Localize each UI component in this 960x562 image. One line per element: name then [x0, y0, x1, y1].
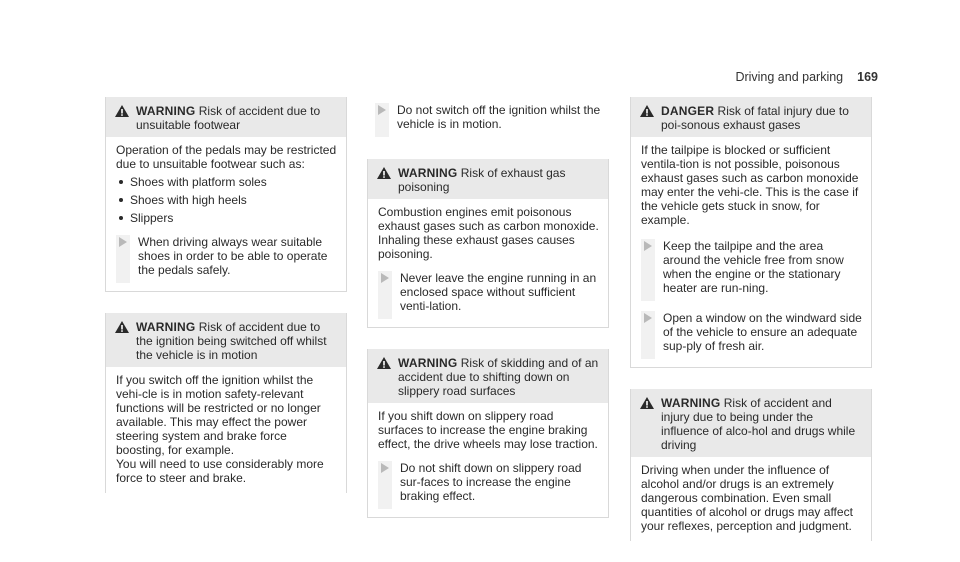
- danger-keyword: DANGER: [661, 104, 715, 118]
- warning-header: [631, 389, 871, 457]
- warning-text: Driving when under the influence of alcohol and/or drugs is an extremely dangerous combination. Even small quantities of alcohol or drugs may affect your reflexes, perception and judgment.: [641, 463, 853, 533]
- warning-title: Risk of fatal injury due to poi-sonous exhaust gases: [661, 104, 849, 132]
- action-text: Do not switch off the ignition whilst the vehicle is in motion.: [397, 103, 601, 131]
- action-text: When driving always wear suitable shoes in order to be able to operate the pedals safely.: [138, 235, 328, 277]
- action-text: Open a window on the windward side of the vehicle to ensure an adequate sup-ply of fresh air.: [663, 311, 862, 353]
- warning-title: Risk of skidding and of an accident due to shifting down on slippery road surfaces: [398, 356, 599, 398]
- warning-text: Combustion engines emit poisonous exhaust gases such as carbon monoxide. Inhaling these exhaust gases causes poisoning.: [378, 205, 599, 261]
- action-step: [116, 235, 338, 283]
- arrow-right-icon: [381, 273, 389, 283]
- action-step: [641, 239, 863, 301]
- warning-body: [106, 137, 346, 291]
- footwear-list: [116, 175, 338, 225]
- arrow-right-icon: [378, 105, 386, 115]
- warning-body: [106, 367, 346, 493]
- action-text: Never leave the engine running in an enclosed space without sufficient venti-lation.: [400, 271, 597, 313]
- warning-box-exhaust: [367, 159, 609, 328]
- warning-triangle-icon: [376, 166, 392, 180]
- warning-text: Operation of the pedals may be restricted due to unsuitable footwear such as:: [116, 143, 337, 171]
- arrow-right-icon: [381, 463, 389, 473]
- warning-body: [368, 199, 608, 327]
- warning-title: Risk of accident and injury due to being under the influence of alco-hol and drugs while driving: [661, 396, 856, 452]
- column-3: [630, 97, 872, 562]
- action-step: [378, 461, 600, 509]
- action-step: [378, 271, 600, 319]
- page-header: [735, 70, 878, 84]
- action-text: Keep the tailpipe and the area around the vehicle free from snow when the engine or the stationary heater are run-ning.: [663, 239, 844, 295]
- action-step: [367, 103, 609, 137]
- warning-body: [368, 403, 608, 517]
- warning-header: [368, 349, 608, 403]
- list-item: Shoes with high heels: [116, 193, 338, 207]
- warning-box-alcohol: [630, 389, 872, 541]
- danger-box-exhaust: [630, 97, 872, 368]
- list-item: Slippers: [116, 211, 338, 225]
- arrow-right-icon: [644, 241, 652, 251]
- column-1: [105, 97, 347, 514]
- page-number: 169: [857, 70, 878, 84]
- section-title: Driving and parking: [735, 70, 844, 84]
- action-step: [641, 311, 863, 359]
- warning-triangle-icon: [376, 356, 392, 370]
- warning-box-ignition: [105, 313, 347, 493]
- column-2: [367, 97, 609, 539]
- warning-body: [631, 457, 871, 541]
- warning-header: [368, 159, 608, 199]
- arrow-right-icon: [119, 237, 127, 247]
- warning-box-skidding: [367, 349, 609, 518]
- warning-box-footwear: [105, 97, 347, 292]
- warning-keyword: WARNING: [661, 396, 721, 410]
- arrow-right-icon: [644, 313, 652, 323]
- list-item: Shoes with platform soles: [116, 175, 338, 189]
- warning-text: You will need to use considerably more force to steer and brake.: [116, 457, 324, 485]
- warning-header: [106, 97, 346, 137]
- warning-title: Risk of accident due to the ignition being switched off whilst the vehicle is in motion: [136, 320, 327, 362]
- warning-title: Risk of accident due to unsuitable footwear: [136, 104, 321, 132]
- warning-keyword: WARNING: [398, 356, 458, 370]
- warning-keyword: WARNING: [136, 320, 196, 334]
- warning-header: [106, 313, 346, 367]
- warning-title: Risk of exhaust gas poisoning: [398, 166, 566, 194]
- warning-text: If you shift down on slippery road surfaces to increase the engine braking effect, the drive wheels may lose traction.: [378, 409, 598, 451]
- warning-header: [631, 97, 871, 137]
- warning-text: If the tailpipe is blocked or sufficient ventila-tion is not possible, poisonous exhaust gases such as carbon monoxide may enter the vehi-cle. This is the case if the vehicle gets stuck in snow, for example.: [641, 143, 859, 227]
- warning-triangle-icon: [639, 396, 655, 410]
- warning-triangle-icon: [114, 320, 130, 334]
- warning-text: If you switch off the ignition whilst the vehi-cle is in motion safety-relevant functions will be restricted or no longer available. This may effect the power steering system and brake force boosting, for example.: [116, 373, 321, 457]
- warning-keyword: WARNING: [136, 104, 196, 118]
- warning-triangle-icon: [114, 104, 130, 118]
- action-text: Do not shift down on slippery road sur-faces to increase the engine braking effect.: [400, 461, 582, 503]
- warning-keyword: WARNING: [398, 166, 458, 180]
- warning-body: [631, 137, 871, 367]
- warning-triangle-icon: [639, 104, 655, 118]
